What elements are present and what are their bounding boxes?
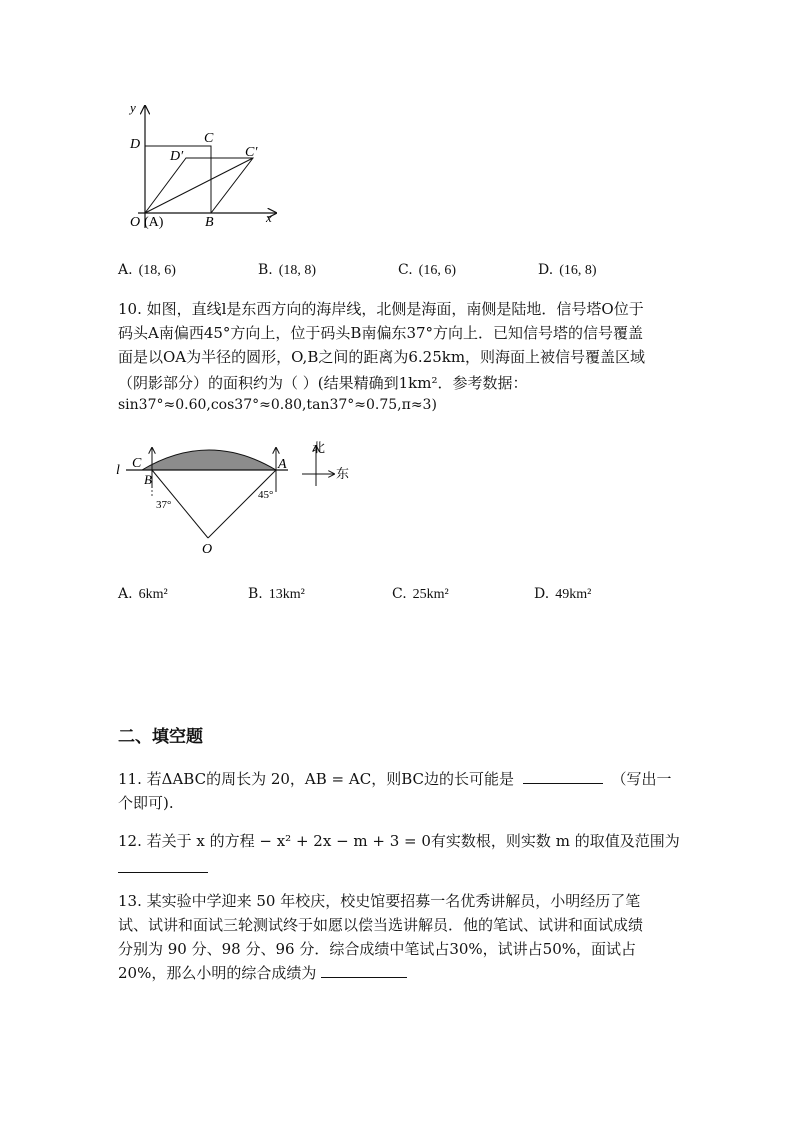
angle-37: 37° — [156, 499, 172, 511]
q10-option-d: D. 49km² — [534, 586, 592, 602]
q13-text-end: 20%，那么小明的综合成绩为 — [118, 964, 317, 982]
q13-line-4 — [118, 962, 407, 984]
q13-line-2: 试、试讲和面试三轮测试终于如愿以偿当选讲解员．他的笔试、试讲和面试成绩 — [118, 916, 644, 934]
q11-line-1 — [118, 768, 672, 790]
segment-ao — [208, 470, 276, 538]
q10-line-2: 码头A南偏西45°方向上，位于码头B南偏东37°方向上．已知信号塔的信号覆盖 — [118, 324, 644, 342]
q10-line-3: 面是以OA为半径的圆形，O,B之间的距离为6.25km，则海面上被信号覆盖区域 — [118, 348, 646, 366]
q10-option-b: B. 13km² — [248, 586, 305, 602]
label-o2: O — [202, 542, 213, 557]
q11-text-b: （写出一 — [611, 770, 672, 788]
label-a: (A) — [144, 215, 164, 230]
q10-line-4: （阴影部分）的面积约为（ ）(结果精确到1km²．参考数据： — [118, 374, 528, 392]
angle-45: 45° — [258, 489, 274, 501]
shaded-region — [142, 450, 276, 470]
label-d: D — [130, 137, 141, 152]
compass-north-label: 北 — [312, 440, 326, 455]
figure-parallelogram-diagram — [118, 98, 288, 238]
label-c-prime: C′ — [245, 145, 258, 160]
label-a2: A — [278, 457, 287, 472]
label-o: O — [130, 215, 141, 230]
q9-option-a: A. (18, 6) — [118, 262, 176, 278]
label-y: y — [130, 100, 136, 115]
label-d-prime: D′ — [170, 149, 184, 164]
label-c2: C — [132, 456, 142, 471]
q13-line-3: 分别为 90 分、98 分、96 分．综合成绩中笔试占30%，试讲占50%，面试占 — [118, 940, 637, 958]
diagonal — [145, 158, 253, 213]
label-l: l — [116, 463, 120, 478]
label-b: B — [205, 215, 214, 230]
q11-text-a: 11. 若ΔABC的周长为 20，AB = AC，则BC边的长可能是 — [118, 770, 514, 788]
q10-line-5: sin37°≈0.60,cos37°≈0.80,tan37°≈0.75,π≈3) — [118, 397, 437, 413]
q9-option-c: C. (16, 6) — [398, 262, 456, 278]
label-c: C — [204, 131, 214, 146]
section-title: 二、填空题 — [118, 727, 203, 747]
q10-line-1: 10. 如图，直线l是东西方向的海岸线，北侧是海面，南侧是陆地．信号塔O位于 — [118, 300, 644, 318]
q10-option-a: A. 6km² — [118, 586, 168, 602]
q13-answer-blank[interactable] — [321, 963, 407, 978]
q13-line-1: 13. 某实验中学迎来 50 年校庆，校史馆要招募一名优秀讲解员，小明经历了笔 — [118, 892, 641, 910]
figure-coastline-diagram — [112, 436, 362, 560]
q9-option-d: D. (16, 8) — [538, 262, 597, 278]
q12-answer-blank[interactable] — [118, 858, 208, 873]
q11-answer-blank[interactable] — [523, 769, 603, 784]
label-b2: B — [144, 472, 152, 487]
q9-option-b: B. (18, 8) — [258, 262, 317, 278]
q12-line-1: 12. 若关于 x 的方程 − x² + 2x − m + 3 = 0有实数根，则实数 m 的取值及范围为 — [118, 832, 680, 850]
q10-option-c: C. 25km² — [392, 586, 449, 602]
q11-line-2: 个即可). — [118, 794, 174, 812]
label-x: x — [266, 210, 272, 225]
compass-east-label: 东 — [336, 466, 350, 481]
